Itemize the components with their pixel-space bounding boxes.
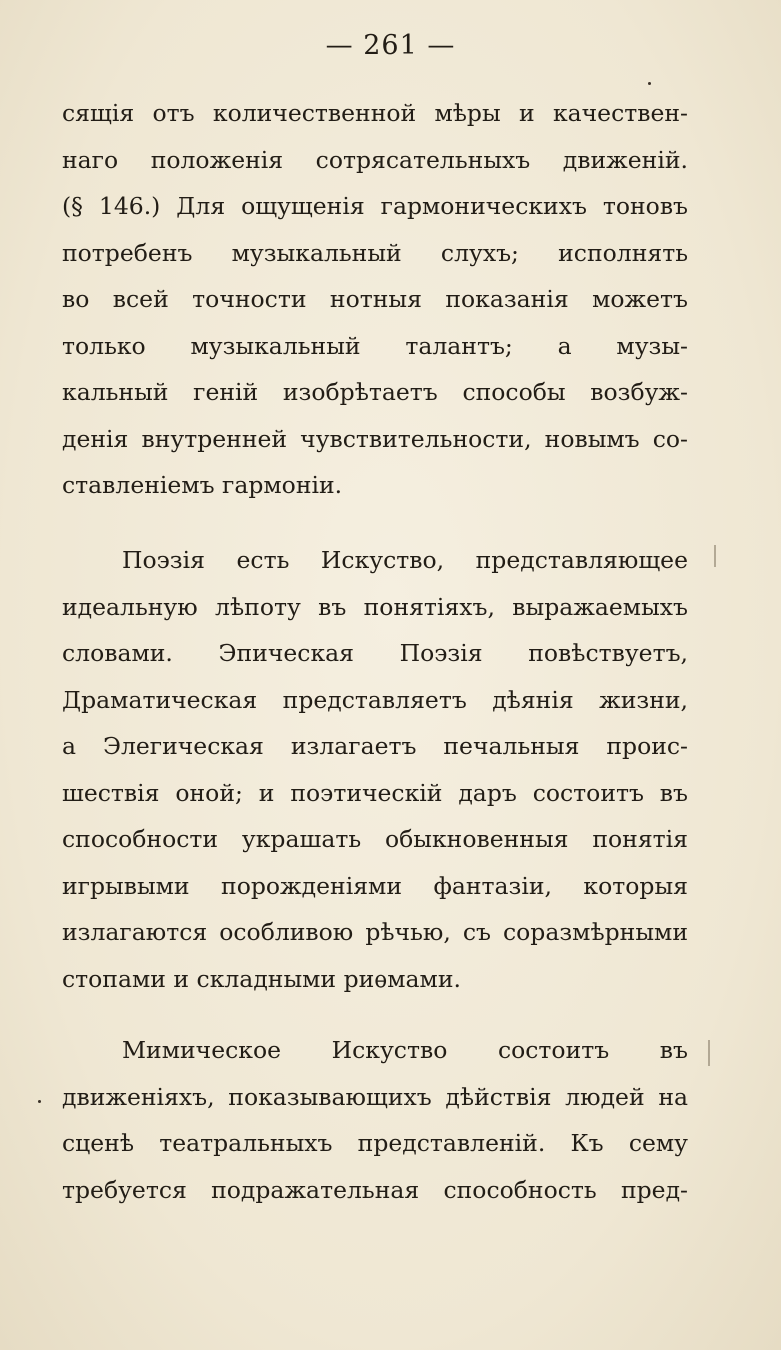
text-line: (§ 146.) Для ощущенія гармоническихъ тоновъ [62,192,688,220]
text-line: излагаются особливою рѣчью, съ соразмѣрными [62,918,688,946]
text-line: способности украшать обыкновенныя понятія [62,825,688,853]
text-line: только музыкальный талантъ; а музы- [62,331,688,360]
text-line: словами. Эпическая Поэзія повѣствуетъ, [62,639,688,667]
text-line: Драматическая представляетъ дѣянія жизни, [62,685,688,714]
text-line: требуется подражательная способность пред- [62,1175,688,1204]
page-number: — 261 — [325,30,456,61]
margin-mark [714,545,716,567]
text-line: потребенъ музыкальный слухъ; исполнять [62,238,688,267]
ink-speck [648,82,651,85]
text-line: кальный геній изобрѣтаетъ способы возбуж- [62,378,688,406]
text-line: игрывыми порожденіями фантазіи, которыя [62,871,688,900]
text-line: наго положенія сотрясательныхъ движеній. [62,145,688,174]
paragraph-2 [62,537,688,1002]
text-line: сценѣ театральныхъ представленій. Къ сему [62,1129,688,1157]
text-line: Поэзія есть Искуство, представляющее [122,546,688,574]
text-line: движеніяхъ, показывающихъ дѣйствія людей на [62,1082,688,1111]
margin-mark [708,1040,710,1066]
text-line: Мимическое Искуство состоитъ въ [122,1036,688,1064]
ink-speck [38,1100,41,1103]
text-line: шествія оной; и поэтическій даръ состоитъ въ [62,778,688,807]
text-line: идеальную лѣпоту въ понятіяхъ, выражаемыхъ [62,592,688,621]
paragraph-1 [62,90,688,509]
text-line: во всей точности нотныя показанія можетъ [62,285,688,313]
text-line: денія внутренней чувствительности, новымъ со- [62,424,688,453]
paragraph-3 [62,1027,688,1213]
text-line: сящія отъ количественной мѣры и качествен- [62,99,688,127]
text-line: стопами и складными риѳмами. [62,964,461,993]
text-line: а Элегическая излагаетъ печальныя проис- [62,732,688,760]
text-line: ставленіемъ гармоніи. [62,471,343,499]
